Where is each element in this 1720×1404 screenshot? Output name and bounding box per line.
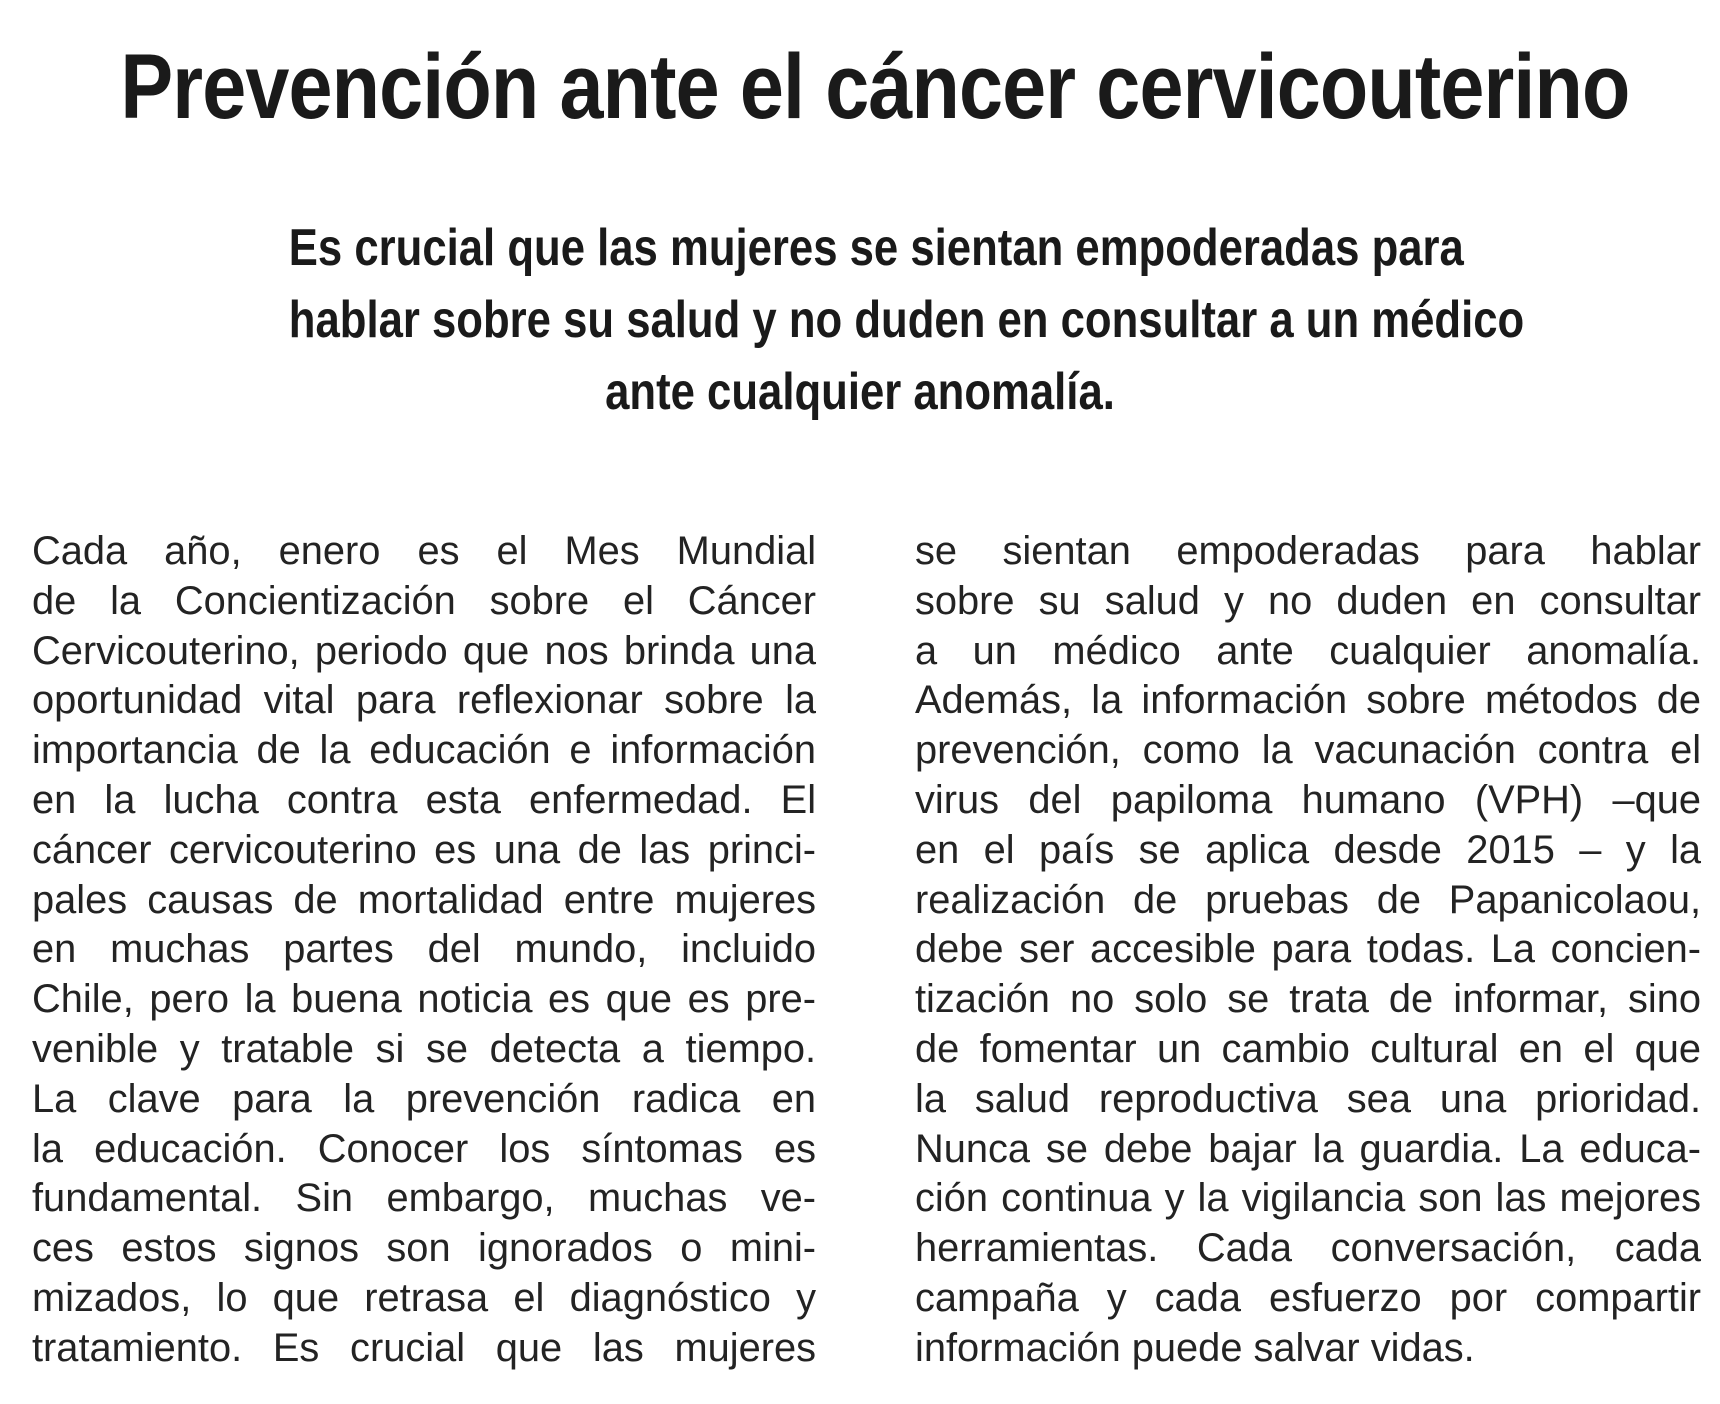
deck-line: Es crucial que las mujeres se sientan empoderadas para [288, 219, 1464, 277]
body-line: información puede salvar vidas. [915, 1325, 1475, 1370]
body-line: mizados, lo que retrasa el diagnóstico y [32, 1275, 817, 1320]
body-column-left [32, 527, 820, 1374]
body-line: importancia de la educación e información [32, 728, 817, 773]
body-line: a un médico ante cualquier anomalía. [915, 628, 1702, 673]
body-line: prevención, como la vacunación contra el [915, 728, 1702, 773]
body-line: la salud reproductiva sea una prioridad. [915, 1076, 1702, 1121]
body-line: la educación. Conocer los síntomas es [32, 1126, 817, 1171]
body-line: tratamiento. Es crucial que las mujeres [32, 1325, 817, 1370]
body-line: de fomentar un cambio cultural en el que [915, 1026, 1702, 1071]
deck-line: hablar sobre su salud y no duden en consultar a un médico [288, 291, 1525, 349]
body-line: herramientas. Cada conversación, cada [915, 1226, 1702, 1271]
body-line: tización no solo se trata de informar, sino [915, 977, 1702, 1022]
headline: Prevención ante el cáncer cervicouterino [120, 36, 1630, 138]
body-line: Chile, pero la buena noticia es que es pre- [32, 977, 817, 1022]
body-column-right [915, 527, 1705, 1374]
body-line: fundamental. Sin embargo, muchas ve- [32, 1176, 817, 1221]
body-line: en la lucha contra esta enfermedad. El [32, 777, 817, 822]
body-line: en el país se aplica desde 2015 – y la [915, 827, 1702, 872]
body-line: de la Concientización sobre el Cáncer [32, 578, 817, 623]
body-line: oportunidad vital para reflexionar sobre la [32, 678, 817, 723]
body-line: ción continua y la vigilancia son las mejores [915, 1176, 1702, 1221]
body-line: cáncer cervicouterino es una de las princi- [32, 827, 817, 872]
body-line: en muchas partes del mundo, incluido [32, 927, 817, 972]
body-line: venible y tratable si se detecta a tiempo. [32, 1026, 817, 1071]
body-line: se sientan empoderadas para hablar [915, 529, 1702, 573]
body-line: virus del papiloma humano (VPH) –que [915, 777, 1702, 822]
body-line: Cada año, enero es el Mes Mundial [32, 529, 817, 573]
body-line: Nunca se debe bajar la guardia. La educa- [915, 1126, 1702, 1171]
body-line: Además, la información sobre métodos de [915, 678, 1702, 723]
body-line: campaña y cada esfuerzo por compartir [915, 1275, 1702, 1320]
body-line: realización de pruebas de Papanicolaou, [915, 877, 1702, 922]
body-line: pales causas de mortalidad entre mujeres [32, 877, 817, 922]
body-line: ces estos signos son ignorados o mini- [32, 1226, 817, 1271]
body-line: La clave para la prevención radica en [32, 1076, 817, 1121]
deck-line: ante cualquier anomalía. [605, 363, 1115, 421]
body-line: debe ser accesible para todas. La concien- [915, 927, 1702, 972]
body-line: sobre su salud y no duden en consultar [915, 578, 1702, 623]
body-line: Cervicouterino, periodo que nos brinda una [32, 628, 817, 673]
deck-subtitle [180, 212, 1540, 428]
